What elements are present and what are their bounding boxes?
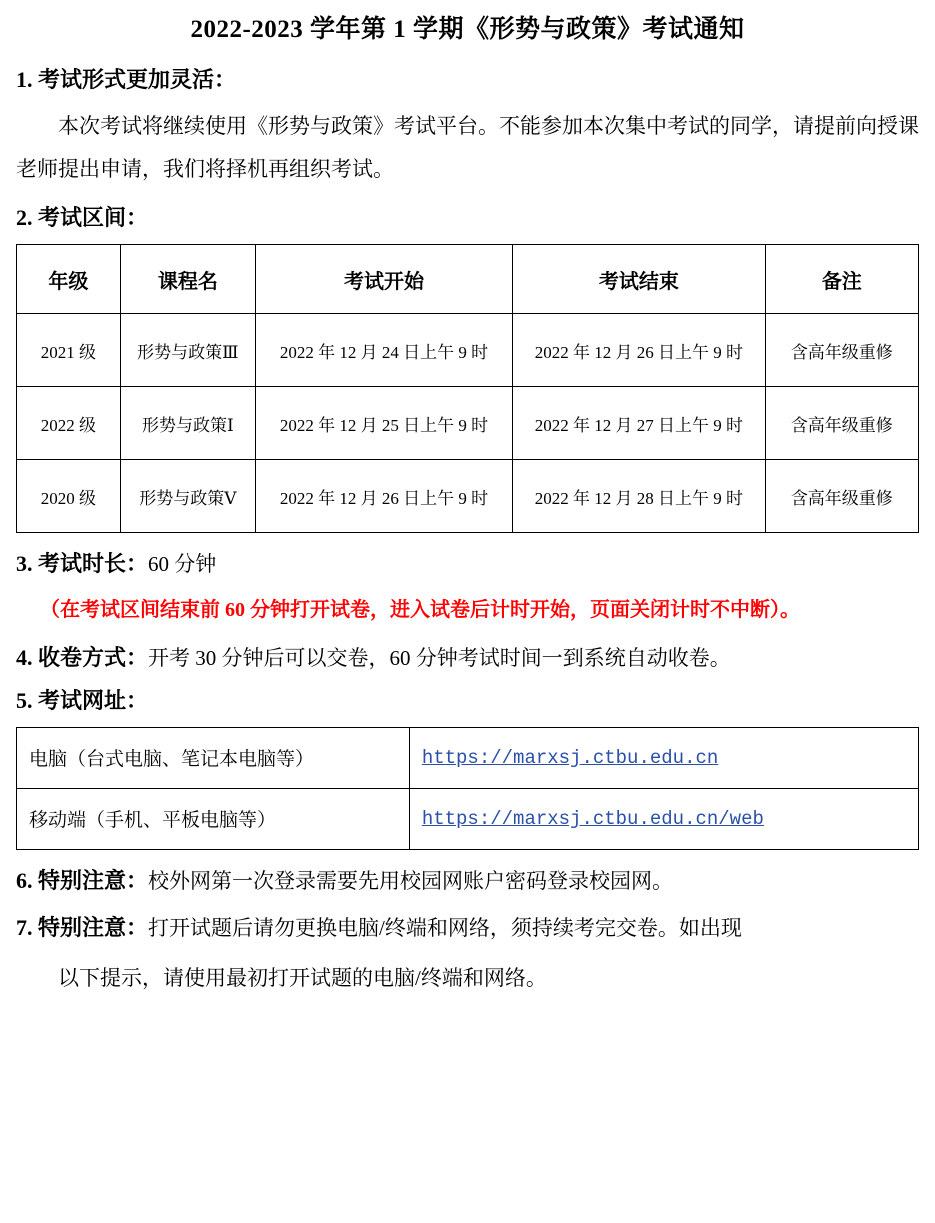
column-header-end: 考试结束 [513, 245, 766, 314]
exam-duration-note: （在考试区间结束前 60 分钟打开试卷，进入试卷后计时开始，页面关闭计时不中断）。 [40, 598, 800, 621]
section-1-heading: 1. 考试形式更加灵活： [16, 66, 237, 92]
section-2-heading: 2. 考试区间： [16, 205, 149, 231]
cell-end: 2022 年 12 月 28 日上午 9 时 [513, 460, 766, 533]
section-3-label: 3. 考试时长： [16, 551, 149, 577]
section-7-heading [16, 911, 919, 945]
column-header-course: 课程名 [120, 245, 255, 314]
cell-grade: 2022 级 [17, 387, 121, 460]
section-6-heading [16, 864, 919, 898]
cell-start: 2022 年 12 月 25 日上午 9 时 [256, 387, 513, 460]
cell-device-label: 电脑（台式电脑、笔记本电脑等） [17, 727, 410, 788]
cell-course: 形势与政策Ⅰ [120, 387, 255, 460]
cell-grade: 2021 级 [17, 314, 121, 387]
table-row [17, 314, 919, 387]
exam-url-mobile-link[interactable]: https://marxsj.ctbu.edu.cn/web [421, 807, 764, 830]
cell-grade: 2020 级 [17, 460, 121, 533]
cell-start: 2022 年 12 月 24 日上午 9 时 [256, 314, 513, 387]
table-row [17, 387, 919, 460]
cell-url[interactable] [409, 727, 918, 788]
table-row [17, 727, 919, 788]
cell-remark: 含高年级重修 [765, 460, 918, 533]
cell-end: 2022 年 12 月 27 日上午 9 时 [513, 387, 766, 460]
table-header-row [17, 245, 919, 314]
section-3-value: 60 分钟 [148, 552, 217, 577]
exam-url-table [16, 727, 919, 850]
column-header-start: 考试开始 [256, 245, 513, 314]
cell-remark: 含高年级重修 [765, 314, 918, 387]
column-header-grade: 年级 [17, 245, 121, 314]
cell-url[interactable] [409, 788, 918, 849]
section-7-body-continued: 以下提示，请使用最初打开试题的电脑/终端和网络。 [58, 965, 547, 990]
cell-device-label: 移动端（手机、平板电脑等） [17, 788, 410, 849]
section-6-label: 6. 特别注意： [16, 867, 149, 893]
section-7-label: 7. 特别注意： [16, 915, 149, 941]
cell-course: 形势与政策Ⅲ [120, 314, 255, 387]
cell-start: 2022 年 12 月 26 日上午 9 时 [256, 460, 513, 533]
table-row [17, 788, 919, 849]
table-row [17, 460, 919, 533]
section-4-body: 开考 30 分钟后可以交卷，60 分钟考试时间一到系统自动收卷。 [148, 645, 731, 670]
exam-schedule-table [16, 244, 919, 533]
section-1-paragraph: 本次考试将继续使用《形势与政策》考试平台。不能参加本次集中考试的同学，请提前向授课老师提出申请，我们将择机再组织考试。 [16, 114, 919, 182]
page-title: 2022-2023 学年第 1 学期《形势与政策》考试通知 [190, 16, 745, 43]
section-6-body: 校外网第一次登录需要先用校园网账户密码登录校园网。 [148, 868, 674, 893]
exam-url-pc-link[interactable]: https://marxsj.ctbu.edu.cn [421, 746, 719, 769]
section-4-label: 4. 收卷方式： [16, 644, 149, 670]
cell-course: 形势与政策Ⅴ [120, 460, 255, 533]
cell-remark: 含高年级重修 [765, 387, 918, 460]
column-header-remark: 备注 [765, 245, 918, 314]
cell-end: 2022 年 12 月 26 日上午 9 时 [513, 314, 766, 387]
section-5-heading: 5. 考试网址： [16, 688, 149, 714]
section-4-heading [16, 641, 919, 675]
section-3-heading [16, 547, 919, 581]
section-7-body: 打开试题后请勿更换电脑/终端和网络，须持续考完交卷。如出现 [148, 916, 742, 941]
